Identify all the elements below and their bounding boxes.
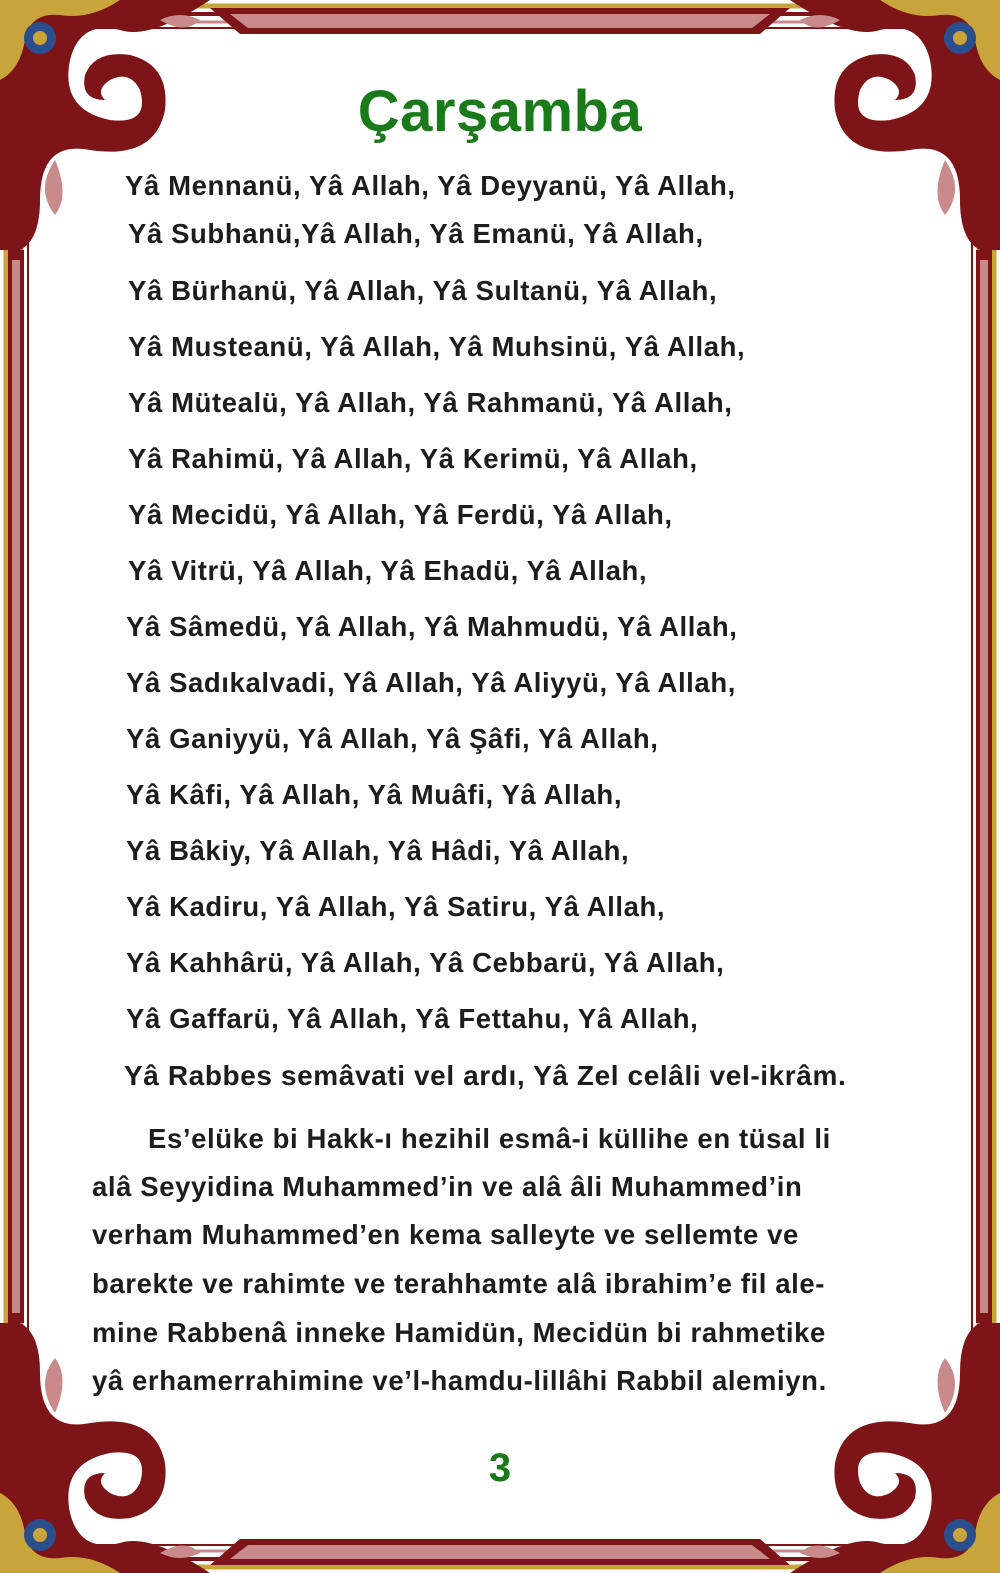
page-number: 3: [488, 1446, 512, 1490]
page-title: Çarşamba: [357, 79, 643, 144]
names-line: Yâ Bâkiy, Yâ Allah, Yâ Hâdi, Yâ Allah,: [126, 835, 630, 866]
paragraph-line: alâ Seyyidina Muhammed’in ve alâ âli Muhammed’in: [92, 1171, 803, 1202]
names-line: Yâ Vitrü, Yâ Allah, Yâ Ehadü, Yâ Allah,: [128, 555, 648, 586]
names-line: Yâ Kadiru, Yâ Allah, Yâ Satiru, Yâ Allah,: [126, 891, 666, 922]
paragraph-line: verham Muhammed’en kema salleyte ve sellemte ve: [92, 1219, 799, 1250]
names-line: Yâ Sâmedü, Yâ Allah, Yâ Mahmudü, Yâ Allah,: [126, 611, 738, 642]
names-line: Yâ Bürhanü, Yâ Allah, Yâ Sultanü, Yâ Allah,: [128, 275, 718, 306]
paragraph-line: Es’elüke bi Hakk-ı hezihil esmâ-i küllihe en tüsal li: [148, 1123, 831, 1154]
names-line: Yâ Kahhârü, Yâ Allah, Yâ Cebbarü, Yâ Allah,: [126, 947, 725, 978]
names-line: Yâ Gaffarü, Yâ Allah, Yâ Fettahu, Yâ Allah,: [126, 1003, 699, 1034]
names-line: Yâ Sadıkalvadi, Yâ Allah, Yâ Aliyyü, Yâ Allah,: [126, 667, 736, 698]
names-line: Yâ Subhanü,Yâ Allah, Yâ Emanü, Yâ Allah,: [128, 218, 704, 249]
paragraph-line: mine Rabbenâ inneke Hamidün, Mecidün bi rahmetike: [92, 1317, 826, 1348]
names-line: Yâ Musteanü, Yâ Allah, Yâ Muhsinü, Yâ Allah,: [128, 331, 746, 362]
names-line: Yâ Kâfi, Yâ Allah, Yâ Muâfi, Yâ Allah,: [126, 779, 623, 810]
paragraph-line: yâ erhamerrahimine ve’l-hamdu-lillâhi Rabbil alemiyn.: [92, 1365, 827, 1396]
names-line: Yâ Mecidü, Yâ Allah, Yâ Ferdü, Yâ Allah,: [128, 499, 673, 530]
names-line: Yâ Rahimü, Yâ Allah, Yâ Kerimü, Yâ Allah,: [128, 443, 698, 474]
names-line-final: Yâ Rabbes semâvati vel ardı, Yâ Zel celâli vel-ikrâm.: [124, 1060, 847, 1091]
names-line: Yâ Mütealü, Yâ Allah, Yâ Rahmanü, Yâ Allah,: [128, 387, 733, 418]
names-line: Yâ Mennanü, Yâ Allah, Yâ Deyyanü, Yâ Allah,: [125, 170, 736, 201]
names-line: Yâ Ganiyyü, Yâ Allah, Yâ Şâfi, Yâ Allah,: [126, 723, 659, 754]
paragraph-line: barekte ve rahimte ve terahhamte alâ ibrahim’e fil ale-: [92, 1268, 826, 1299]
